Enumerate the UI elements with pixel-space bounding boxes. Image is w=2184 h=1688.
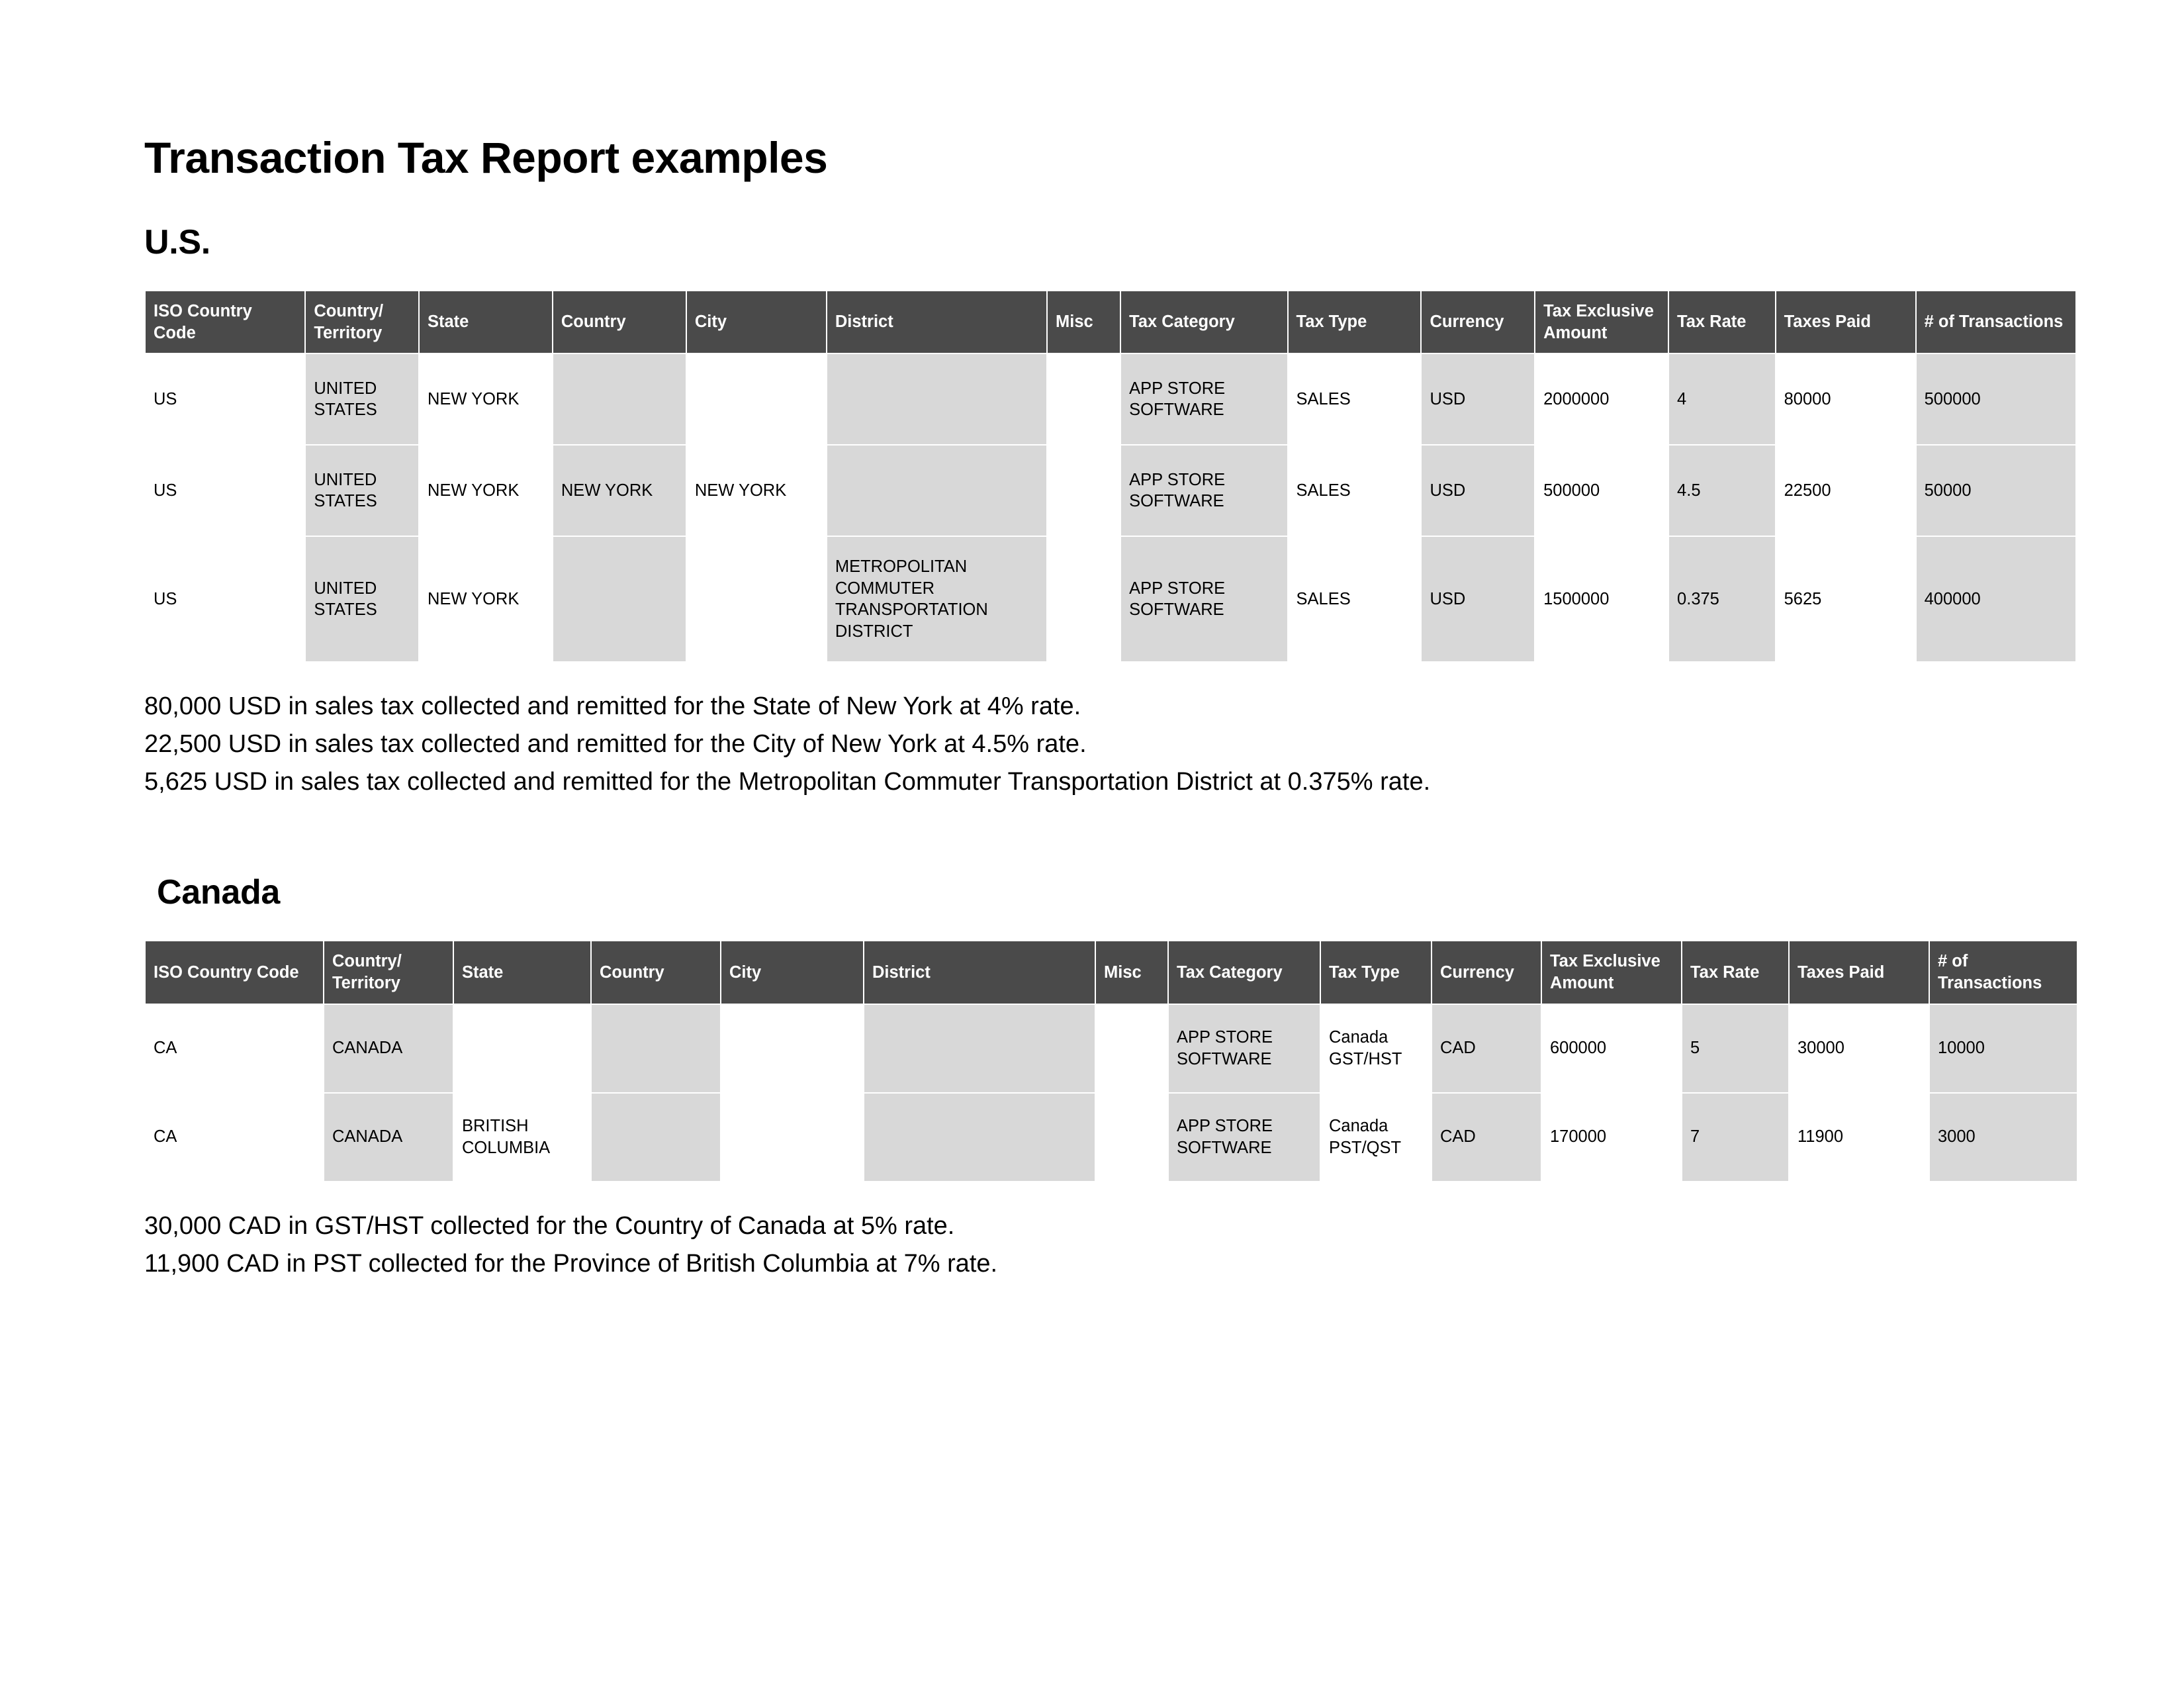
us-notes [144,688,2184,801]
column-header-state: State [419,291,553,353]
cell-misc [1095,1093,1168,1182]
cell-city [721,1093,864,1182]
cell-misc [1047,536,1120,662]
cell-number-of-transactions: 500000 [1916,353,2076,445]
cell-misc [1095,1004,1168,1093]
us-section-title: U.S. [144,223,210,261]
table-row [145,1093,2077,1182]
cell-iso-country-code: CA [145,1004,324,1093]
column-header-district: District [827,291,1047,353]
cell-tax-exclusive-amount: 170000 [1541,1093,1682,1182]
cell-taxes-paid: 30000 [1789,1004,1929,1093]
cell-number-of-transactions: 3000 [1929,1093,2077,1182]
cell-country-territory: CANADA [324,1093,453,1182]
column-header-iso-country-code: ISO Country Code [145,291,305,353]
cell-currency: USD [1421,536,1535,662]
column-header-misc: Misc [1047,291,1120,353]
cell-state: NEW YORK [419,353,553,445]
cell-state: BRITISH COLUMBIA [453,1093,591,1182]
cell-district [864,1004,1095,1093]
column-header-tax-rate: Tax Rate [1668,291,1776,353]
column-header-tax-exclusive-amount: Tax Exclusive Amount [1541,941,1682,1004]
table-row [145,1004,2077,1093]
cell-iso-country-code: US [145,536,305,662]
cell-iso-country-code: US [145,445,305,536]
column-header-state: State [453,941,591,1004]
cell-tax-type: SALES [1288,445,1422,536]
us-section-header [144,222,2184,262]
cell-iso-country-code: CA [145,1093,324,1182]
cell-currency: CAD [1432,1093,1541,1182]
cell-country [591,1093,721,1182]
canada-tax-table [144,940,2078,1182]
column-header-district: District [864,941,1095,1004]
canada-note-2: 11,900 CAD in PST collected for the Province of British Columbia at 7% rate. [144,1249,998,1278]
cell-country [553,536,686,662]
cell-tax-rate: 4.5 [1668,445,1776,536]
column-header-tax-category: Tax Category [1168,941,1320,1004]
cell-currency: USD [1421,445,1535,536]
column-header-number-of-transactions: # of Transactions [1929,941,2077,1004]
column-header-country-territory: Country/ Territory [305,291,419,353]
cell-state [453,1004,591,1093]
cell-district [827,445,1047,536]
cell-number-of-transactions: 50000 [1916,445,2076,536]
column-header-tax-category: Tax Category [1120,291,1287,353]
table-row [145,536,2076,662]
table-row [145,353,2076,445]
cell-city [686,353,827,445]
cell-tax-exclusive-amount: 2000000 [1535,353,1668,445]
cell-tax-category: APP STORE SOFTWARE [1120,445,1287,536]
cell-country-territory: CANADA [324,1004,453,1093]
column-header-tax-exclusive-amount: Tax Exclusive Amount [1535,291,1668,353]
cell-district: METROPOLITAN COMMUTER TRANSPORTATION DISTRICT [827,536,1047,662]
page-title: Transaction Tax Report examples [144,133,828,182]
cell-city [686,536,827,662]
cell-state: NEW YORK [419,536,553,662]
cell-currency: CAD [1432,1004,1541,1093]
section-spacer [142,801,2184,872]
cell-tax-category: APP STORE SOFTWARE [1120,536,1287,662]
cell-tax-rate: 4 [1668,353,1776,445]
column-header-currency: Currency [1432,941,1541,1004]
column-header-currency: Currency [1421,291,1535,353]
table-row [145,445,2076,536]
cell-currency: USD [1421,353,1535,445]
table-header-row [145,941,2077,1004]
cell-country [553,353,686,445]
cell-tax-type: Canada GST/HST [1320,1004,1432,1093]
cell-country [591,1004,721,1093]
column-header-city: City [721,941,864,1004]
cell-city [721,1004,864,1093]
column-header-taxes-paid: Taxes Paid [1789,941,1929,1004]
cell-tax-exclusive-amount: 1500000 [1535,536,1668,662]
cell-taxes-paid: 22500 [1776,445,1916,536]
cell-tax-exclusive-amount: 500000 [1535,445,1668,536]
cell-number-of-transactions: 10000 [1929,1004,2077,1093]
column-header-city: City [686,291,827,353]
canada-section-title: Canada [157,873,281,912]
canada-section-header [157,872,2184,912]
cell-tax-category: APP STORE SOFTWARE [1168,1093,1320,1182]
cell-country-territory: UNITED STATES [305,536,419,662]
cell-number-of-transactions: 400000 [1916,536,2076,662]
cell-taxes-paid: 80000 [1776,353,1916,445]
column-header-country-territory: Country/ Territory [324,941,453,1004]
us-note-1: 80,000 USD in sales tax collected and remitted for the State of New York at 4% rate. [144,692,1081,721]
column-header-tax-rate: Tax Rate [1682,941,1789,1004]
cell-tax-rate: 0.375 [1668,536,1776,662]
cell-country: NEW YORK [553,445,686,536]
cell-tax-type: Canada PST/QST [1320,1093,1432,1182]
cell-tax-type: SALES [1288,536,1422,662]
cell-misc [1047,445,1120,536]
cell-tax-exclusive-amount: 600000 [1541,1004,1682,1093]
canada-note-1: 30,000 CAD in GST/HST collected for the Country of Canada at 5% rate. [144,1211,955,1240]
canada-notes [144,1207,2184,1283]
cell-district [864,1093,1095,1182]
cell-city: NEW YORK [686,445,827,536]
cell-misc [1047,353,1120,445]
cell-country-territory: UNITED STATES [305,445,419,536]
cell-taxes-paid: 5625 [1776,536,1916,662]
table-header-row [145,291,2076,353]
cell-state: NEW YORK [419,445,553,536]
cell-taxes-paid: 11900 [1789,1093,1929,1182]
cell-country-territory: UNITED STATES [305,353,419,445]
us-note-2: 22,500 USD in sales tax collected and remitted for the City of New York at 4.5% rate. [144,730,1087,759]
column-header-tax-type: Tax Type [1320,941,1432,1004]
column-header-misc: Misc [1095,941,1168,1004]
cell-tax-rate: 7 [1682,1093,1789,1182]
us-tax-table [144,290,2077,663]
cell-tax-category: APP STORE SOFTWARE [1120,353,1287,445]
cell-tax-type: SALES [1288,353,1422,445]
us-note-3: 5,625 USD in sales tax collected and remitted for the Metropolitan Commuter Transportation District at 0.375% rate. [144,768,1431,796]
column-header-number-of-transactions: # of Transactions [1916,291,2076,353]
cell-iso-country-code: US [145,353,305,445]
cell-district [827,353,1047,445]
cell-tax-rate: 5 [1682,1004,1789,1093]
column-header-tax-type: Tax Type [1288,291,1422,353]
column-header-taxes-paid: Taxes Paid [1776,291,1916,353]
cell-tax-category: APP STORE SOFTWARE [1168,1004,1320,1093]
column-header-iso-country-code: ISO Country Code [145,941,324,1004]
column-header-country: Country [553,291,686,353]
column-header-country: Country [591,941,721,1004]
